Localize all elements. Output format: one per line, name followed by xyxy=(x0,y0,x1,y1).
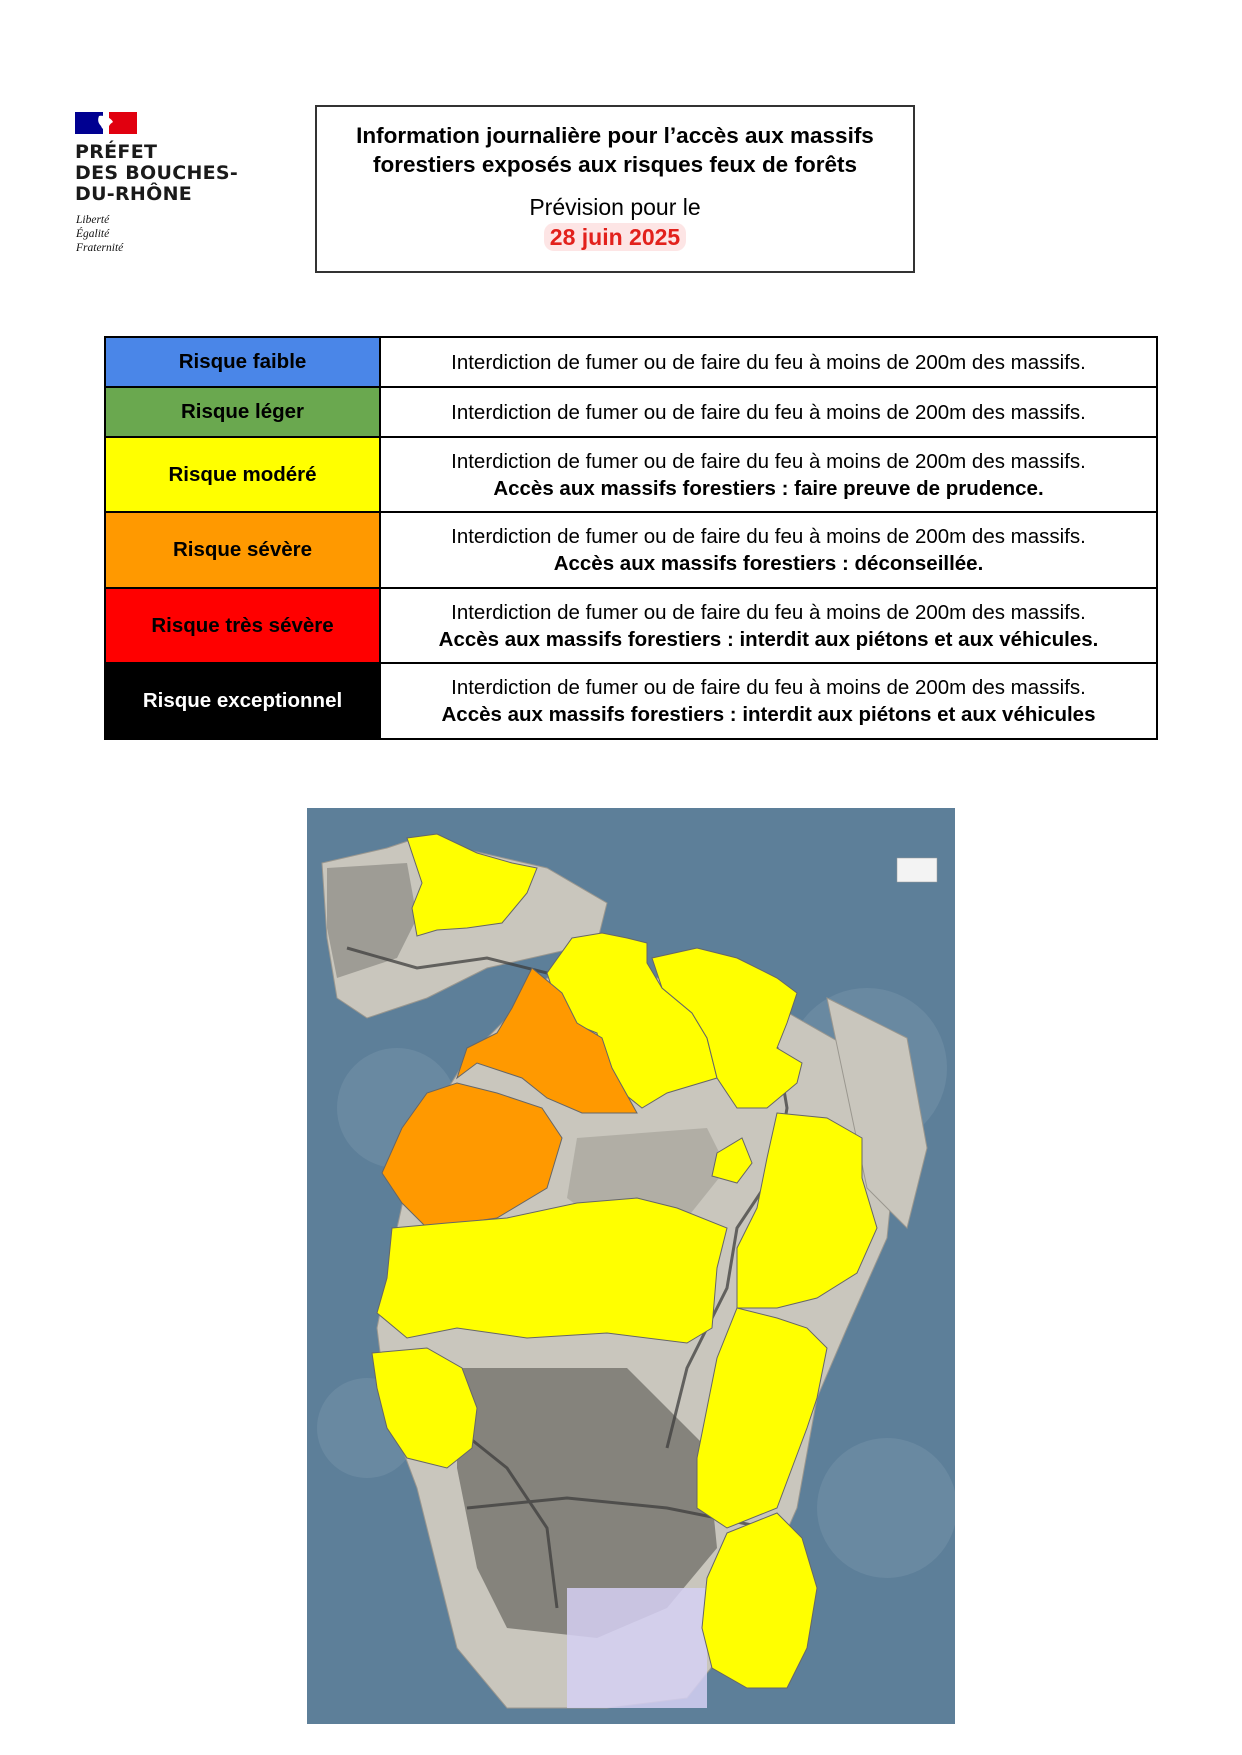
prefecture-name-line: PRÉFET xyxy=(75,141,158,163)
risk-row xyxy=(105,387,1157,437)
motto-line: Égalité xyxy=(76,228,110,240)
risk-description xyxy=(380,588,1157,663)
risk-row xyxy=(105,512,1157,588)
risk-access-rule: Accès aux massifs forestiers : interdit aux piétons et aux véhicules. xyxy=(438,627,1099,651)
risk-level-label: Risque très sévère xyxy=(105,588,380,663)
risk-rule: Interdiction de fumer ou de faire du feu à moins de 200m des massifs. xyxy=(451,525,1086,548)
risk-map xyxy=(307,808,955,1724)
map-legend-box xyxy=(897,858,937,882)
motto-line: Liberté xyxy=(76,214,110,226)
forecast-date: 28 juin 2025 xyxy=(544,223,686,251)
risk-level-label: Risque faible xyxy=(105,337,380,387)
risk-description xyxy=(380,437,1157,512)
risk-description xyxy=(380,512,1157,588)
risk-row xyxy=(105,437,1157,512)
risk-access-rule: Accès aux massifs forestiers : faire preuve de prudence. xyxy=(493,476,1044,500)
motto-line: Fraternité xyxy=(76,242,124,254)
marianne-flag-icon xyxy=(75,112,137,134)
risk-map-svg xyxy=(307,808,955,1724)
risk-level-label: Risque exceptionnel xyxy=(105,663,380,739)
page-title xyxy=(317,121,913,179)
risk-row xyxy=(105,663,1157,739)
risk-level-label: Risque modéré xyxy=(105,437,380,512)
risk-rule: Interdiction de fumer ou de faire du feu à moins de 200m des massifs. xyxy=(451,600,1086,624)
risk-level-label: Risque sévère xyxy=(105,512,380,588)
prefecture-name-line: DES BOUCHES- xyxy=(75,162,239,184)
risk-row xyxy=(105,337,1157,387)
risk-description xyxy=(380,387,1157,437)
risk-access-rule: Accès aux massifs forestiers : interdit aux piétons et aux véhicules xyxy=(441,703,1096,726)
risk-rule: Interdiction de fumer ou de faire du feu à moins de 200m des massifs. xyxy=(451,350,1086,374)
risk-level-table xyxy=(104,336,1158,740)
risk-description xyxy=(380,663,1157,739)
forecast-label: Prévision pour le xyxy=(529,194,701,220)
risk-row xyxy=(105,588,1157,663)
prefecture-name-line: DU-RHÔNE xyxy=(75,183,193,205)
prefecture-name xyxy=(75,142,238,205)
republic-motto xyxy=(76,213,123,255)
title-line: forestiers exposés aux risques feux de forêts xyxy=(373,152,857,177)
port-area xyxy=(567,1588,707,1708)
risk-rule: Interdiction de fumer ou de faire du feu à moins de 200m des massifs. xyxy=(451,676,1086,699)
risk-rule: Interdiction de fumer ou de faire du feu à moins de 200m des massifs. xyxy=(451,400,1086,424)
risk-description xyxy=(380,337,1157,387)
risk-level-label: Risque léger xyxy=(105,387,380,437)
title-line: Information journalière pour l’accès aux massifs xyxy=(356,123,874,148)
risk-rule: Interdiction de fumer ou de faire du feu à moins de 200m des massifs. xyxy=(451,449,1086,473)
risk-access-rule: Accès aux massifs forestiers : déconseillée. xyxy=(553,552,984,575)
header-box xyxy=(315,105,915,273)
